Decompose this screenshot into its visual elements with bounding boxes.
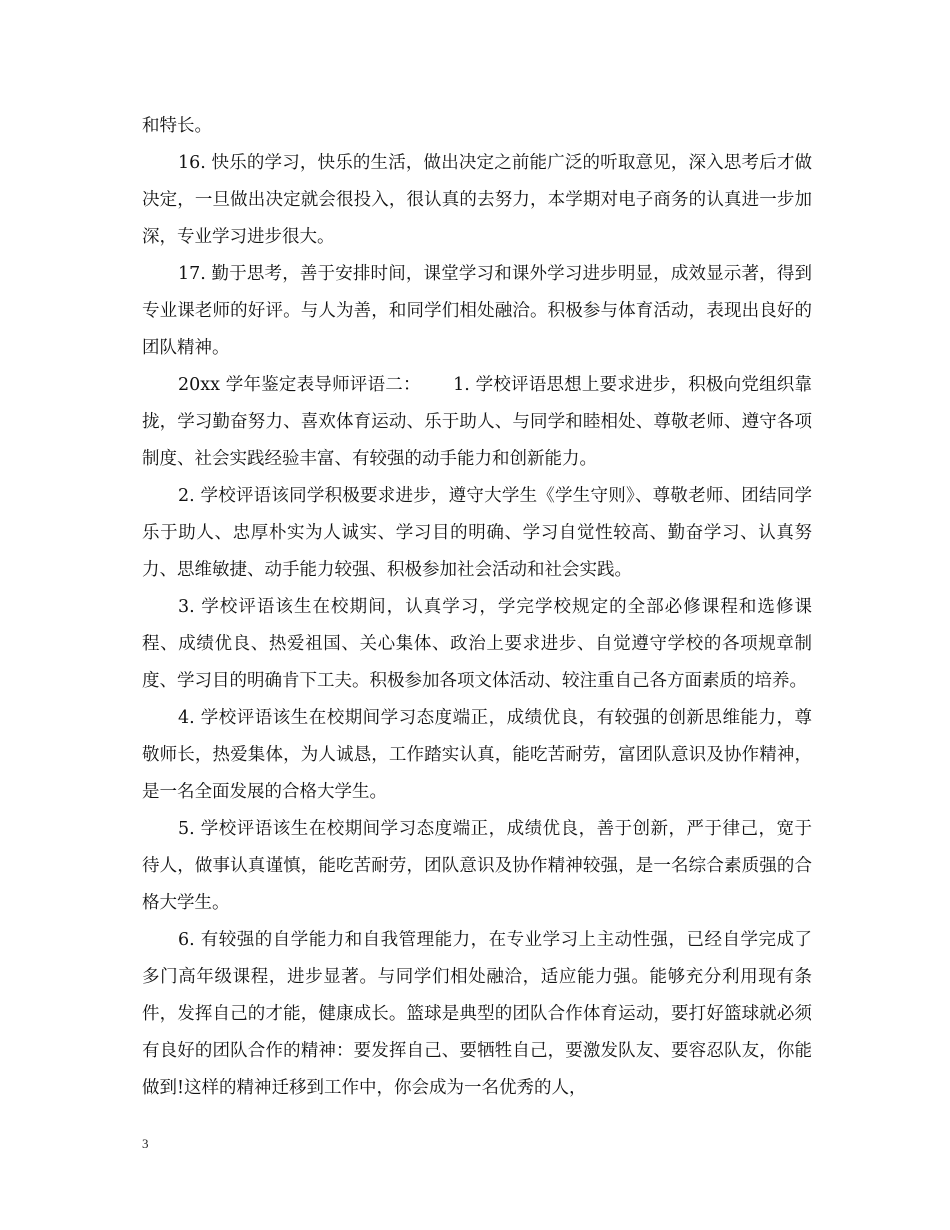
document-body [142,108,812,1107]
paragraph-item-6: 6. 有较强的自学能力和自我管理能力，在专业学习上主动性强，已经自学完成了多门高年级课程，进步显著。与同学们相处融洽，适应能力强。能够充分利用现有条件，发挥自己的才能，健康成长。篮球是典型的团队合作体育运动，要打好篮球就必须有良好的团队合作的精神：要发挥自己、要牺牲自己，要激发队友、要容忍队友，你能做到!这样的精神迁移到工作中，你会成为一名优秀的人， [142,930,812,1098]
page-number: 3 [142,1136,149,1151]
paragraph-item-2: 2. 学校评语该同学积极要求进步，遵守大学生《学生守则》、尊敬老师、团结同学乐于助人、忠厚朴实为人诚实、学习目的明确、学习自觉性较高、勤奋学习、认真努力、思维敏捷、动手能力较强、积极参加社会活动和社会实践。 [142,486,812,580]
paragraph-item-16: 16. 快乐的学习，快乐的生活，做出决定之前能广泛的听取意见，深入思考后才做决定，一旦做出决定就会很投入，很认真的去努力，本学期对电子商务的认真进一步加深，专业学习进步很大。 [142,153,812,247]
paragraph-item-17: 17. 勤于思考，善于安排时间，课堂学习和课外学习进步明显，成效显示著，得到专业课老师的好评。与人为善，和同学们相处融洽。积极参与体育活动，表现出良好的团队精神。 [142,264,812,358]
paragraph-section-two-item-1: 20xx 学年鉴定表导师评语二： 1. 学校评语思想上要求进步，积极向党组织靠拢，学习勤奋努力、喜欢体育运动、乐于助人、与同学和睦相处、尊敬老师、遵守各项制度、社会实践经验丰富、有较强的动手能力和创新能力。 [142,375,812,469]
paragraph-item-5: 5. 学校评语该生在校期间学习态度端正，成绩优良，善于创新，严于律己，宽于待人，做事认真谨慎，能吃苦耐劳，团队意识及协作精神较强，是一名综合素质强的合格大学生。 [142,819,812,913]
paragraph-continuation: 和特长。 [142,116,212,136]
paragraph-item-3: 3. 学校评语该生在校期间，认真学习，学完学校规定的全部必修课程和选修课程、成绩优良、热爱祖国、关心集体、政治上要求进步、自觉遵守学校的各项规章制度、学习目的明确肯下工夫。积极参加各项文体活动、较注重自己各方面素质的培养。 [142,597,812,691]
paragraph-item-4: 4. 学校评语该生在校期间学习态度端正，成绩优良，有较强的创新思维能力，尊敬师长，热爱集体，为人诚恳，工作踏实认真，能吃苦耐劳，富团队意识及协作精神，是一名全面发展的合格大学生。 [142,708,812,802]
